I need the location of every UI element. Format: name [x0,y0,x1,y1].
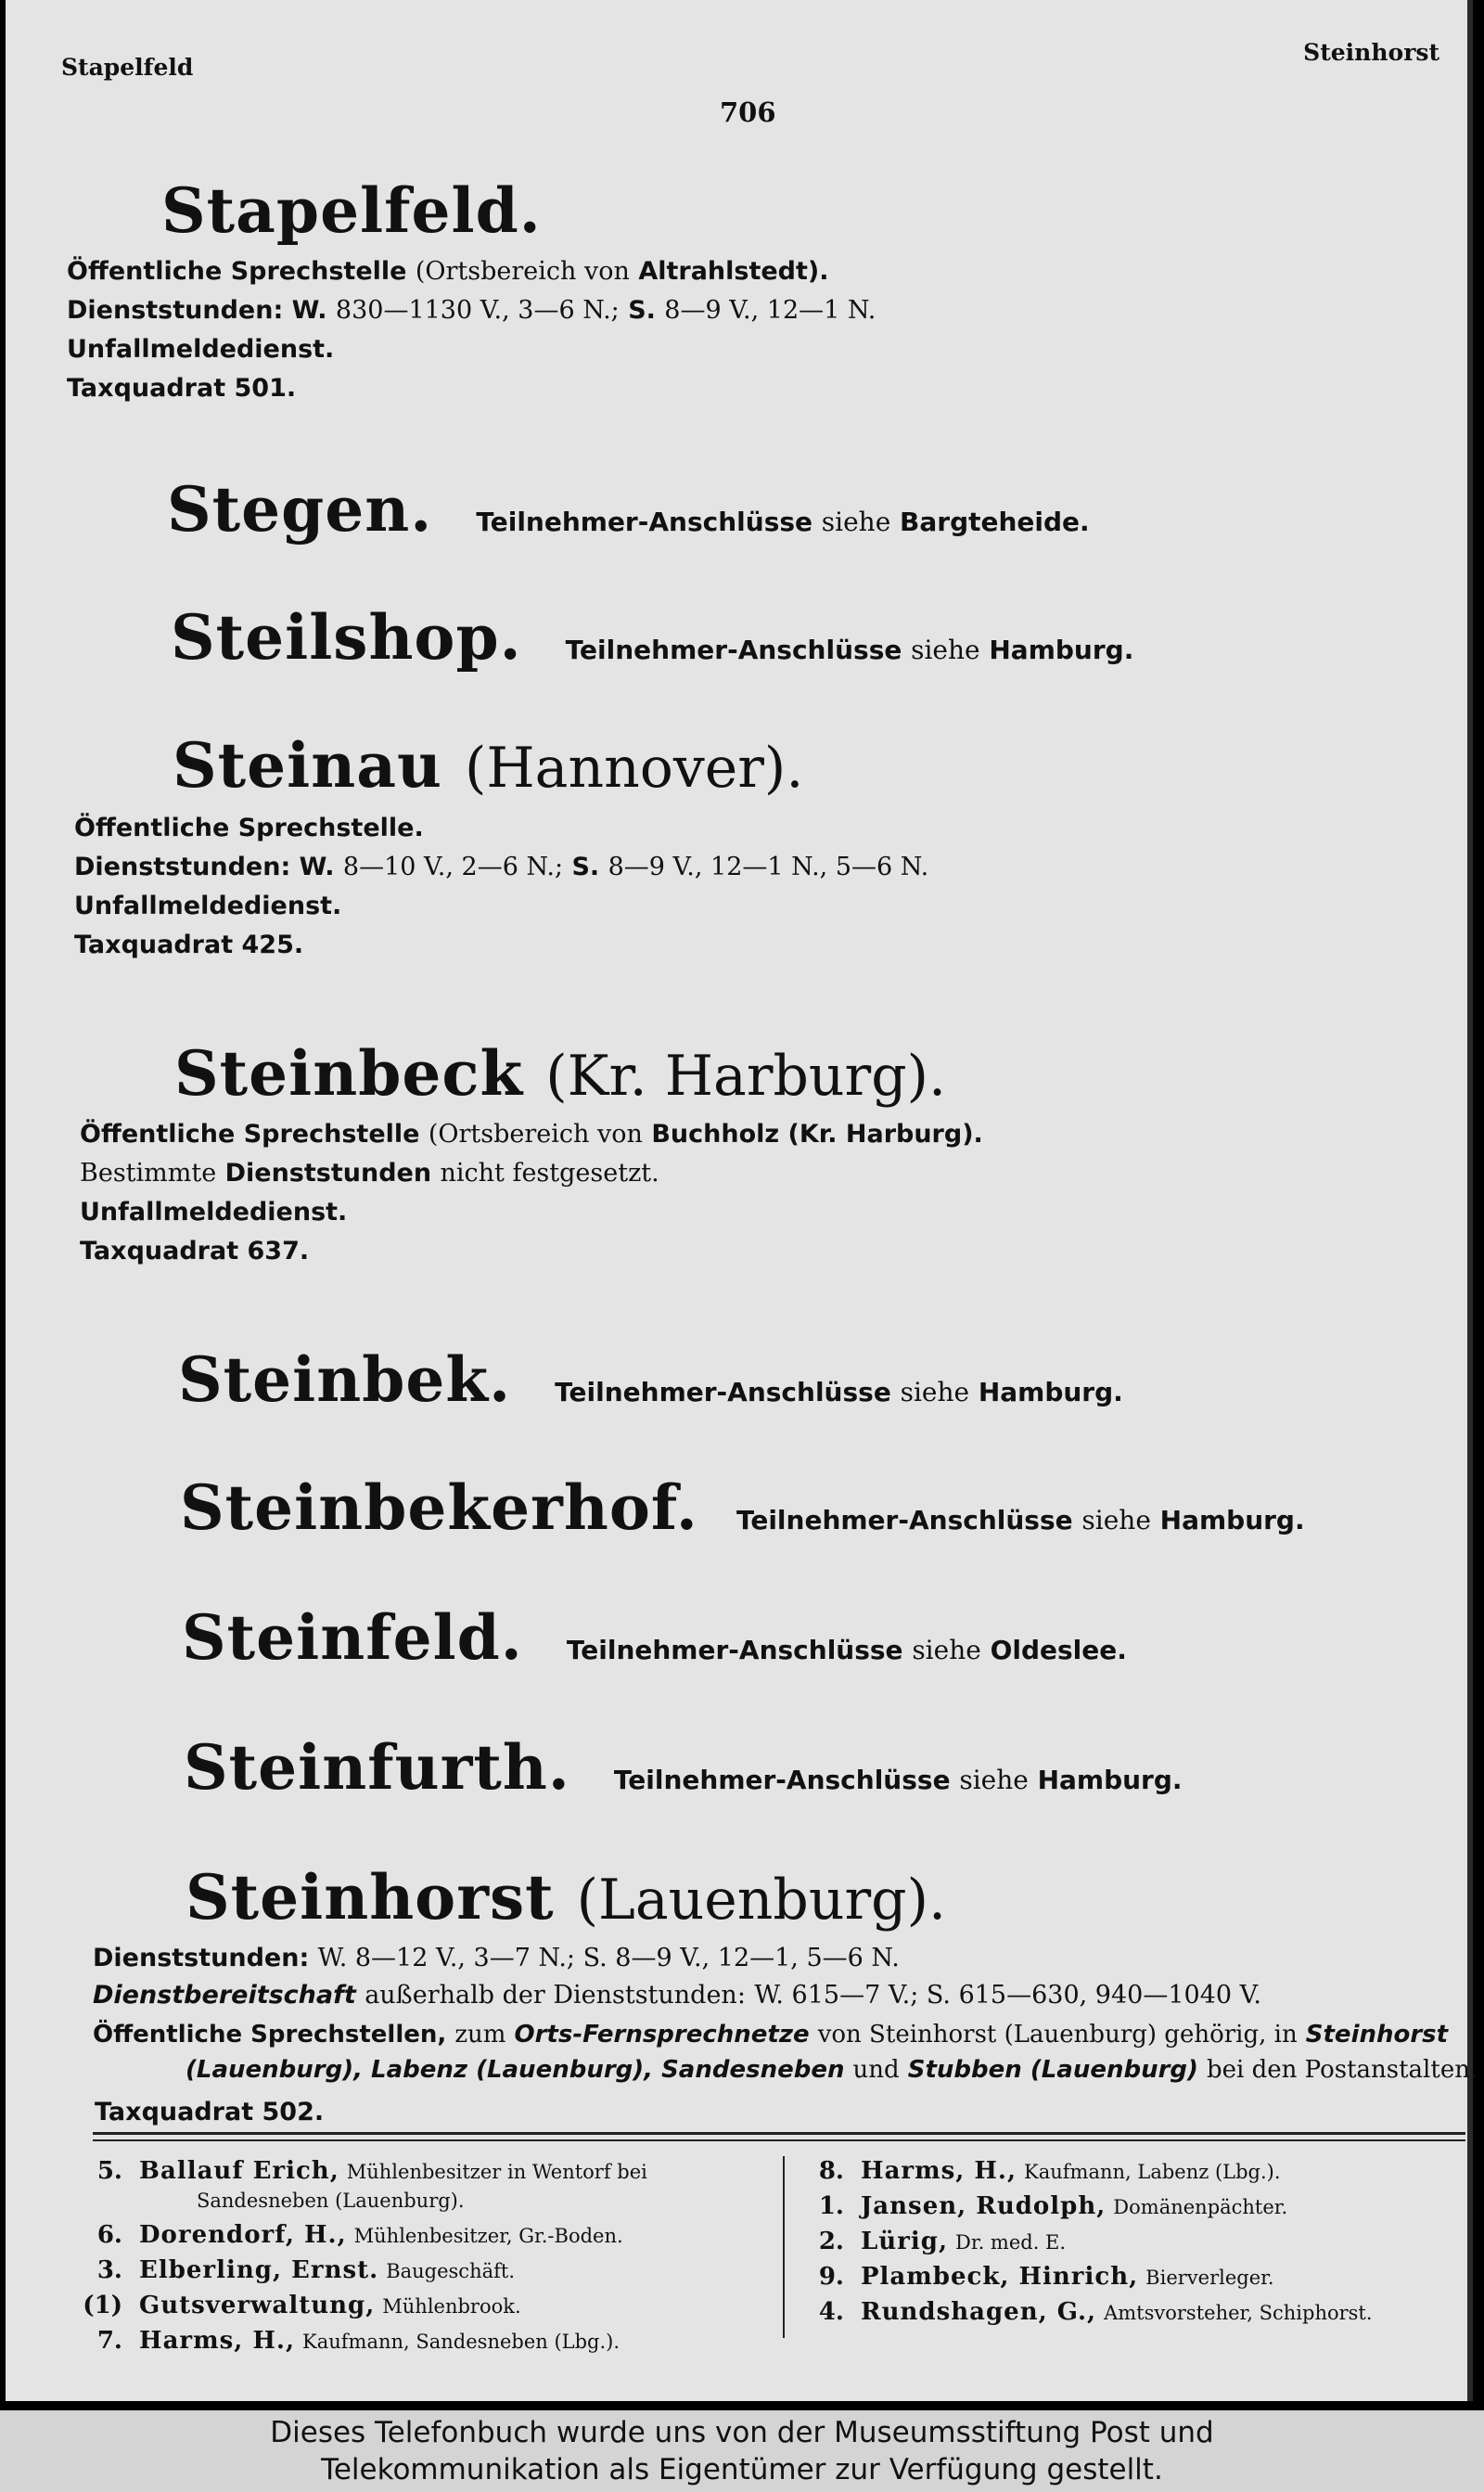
entry-title-stapelfeld: Stapelfeld. [161,174,542,247]
footer-line-1: Dieses Telefonbuch wurde uns von der Museumsstiftung Post und [270,2416,1214,2449]
entry-steinfeld [182,1601,1127,1674]
list-item: 4. Rundshagen, G., Amtsvorsteher, Schiphorst. [818,2298,1373,2326]
steilshop-reference: Teilnehmer-Anschlüsse siehe Hamburg. [565,635,1134,665]
page-number: 706 [720,96,776,128]
entry-title-steinbekerhof: Steinbekerhof. [180,1471,698,1544]
entry-title-steinfurth: Steinfurth. [184,1731,570,1804]
list-item: 9. Plambeck, Hinrich, Bierverleger. [818,2263,1274,2291]
entry-title-steinfeld: Steinfeld. [182,1601,523,1674]
steinhorst-line-1: Dienststunden: W. 8—12 V., 3—7 N.; S. 8—9 V., 12—1, 5—6 N. [93,1944,900,1972]
list-item: 2. Lürig, Dr. med. E. [818,2228,1067,2255]
subscriber-list-left [69,2154,774,2359]
steinbekerhof-reference: Teilnehmer-Anschlüsse siehe Hamburg. [736,1505,1305,1535]
subscriber-list-right [790,2154,1467,2331]
entry-title-steinhorst: Steinhorst (Lauenburg). [186,1861,947,1933]
steinau-line-4: Taxquadrat 425. [74,931,304,959]
entry-steinbek [178,1343,1123,1416]
list-item: 5. Ballauf Erich, Mühlenbesitzer in Wentorf bei [96,2157,647,2185]
provenance-footer [0,2410,1484,2492]
steinfurth-reference: Teilnehmer-Anschlüsse siehe Hamburg. [613,1765,1183,1795]
list-item: 8. Harms, H., Kaufmann, Labenz (Lbg.). [818,2157,1281,2185]
steinbeck-line-2: Bestimmte Dienststunden nicht festgesetzt. [80,1159,659,1188]
entry-steilshop [171,601,1133,674]
entry-title-steinbek: Steinbek. [178,1343,512,1416]
stegen-reference: Teilnehmer-Anschlüsse siehe Bargteheide. [476,507,1090,537]
steinbeck-line-4: Taxquadrat 637. [80,1237,310,1265]
stapelfeld-line-2: Dienststunden: W. 830—1130 V., 3—6 N.; S. 8—9 V., 12—1 N. [67,296,876,325]
steinhorst-line-4: (Lauenburg), Labenz (Lauenburg), Sandesneben und Stubben (Lauenburg) bei den Postanstalten. [186,2056,1478,2084]
steinau-line-3: Unfallmeldedienst. [74,892,342,920]
list-item: 1. Jansen, Rudolph, Domänenpächter. [818,2192,1288,2220]
entry-title-steinau: Steinau (Hannover). [173,729,804,802]
entry-title-stegen: Stegen. [167,473,433,546]
footer-line-2: Telekommunikation als Eigentümer zur Verfügung gestellt. [321,2453,1163,2486]
steinhorst-line-2: Dienstbereitschaft außerhalb der Dienststunden: W. 615—7 V.; S. 615—630, 940—1040 V. [93,1981,1262,2010]
steinbeck-line-3: Unfallmeldedienst. [80,1198,348,1227]
entry-title-steinbeck: Steinbeck (Kr. Harburg). [174,1037,947,1110]
steinhorst-line-3: Öffentliche Sprechstellen, zum Orts-Fernsprechnetze von Steinhorst (Lauenburg) gehörig, in Steinhorst [93,2021,1449,2049]
divider-rule-top [93,2132,1465,2135]
column-divider [783,2156,785,2338]
entry-title-steilshop: Steilshop. [171,601,522,674]
list-item: 6. Dorendorf, H., Mühlenbesitzer, Gr.-Boden. [96,2221,623,2249]
steinhorst-line-5: Taxquadrat 502. [95,2098,325,2126]
list-item: 3. Elberling, Ernst. Baugeschäft. [96,2256,516,2284]
list-item: 7. Harms, H., Kaufmann, Sandesneben (Lbg.). [96,2327,620,2355]
stapelfeld-line-1: Öffentliche Sprechstelle (Ortsbereich von Altrahlstedt). [67,257,829,286]
steinbek-reference: Teilnehmer-Anschlüsse siehe Hamburg. [555,1377,1123,1407]
entry-steinfurth [184,1731,1183,1804]
list-item-continuation: Sandesneben (Lauenburg). [197,2190,465,2212]
running-header-right: Steinhorst [1303,39,1439,66]
stapelfeld-line-3: Unfallmeldedienst. [67,335,335,364]
steinau-line-2: Dienststunden: W. 8—10 V., 2—6 N.; S. 8—9 V., 12—1 N., 5—6 N. [74,853,929,881]
divider-rule-bottom [93,2139,1465,2141]
entry-steinbekerhof [180,1471,1305,1544]
directory-page [6,0,1478,2401]
steinfeld-reference: Teilnehmer-Anschlüsse siehe Oldeslee. [566,1635,1127,1665]
list-item: (1) Gutsverwaltung, Mühlenbrook. [83,2292,521,2319]
stapelfeld-line-4: Taxquadrat 501. [67,374,297,403]
steinbeck-line-1: Öffentliche Sprechstelle (Ortsbereich von Buchholz (Kr. Harburg). [80,1120,983,1149]
steinau-line-1: Öffentliche Sprechstelle. [74,814,424,842]
entry-stegen [167,473,1090,546]
running-header-left: Stapelfeld [61,54,194,81]
